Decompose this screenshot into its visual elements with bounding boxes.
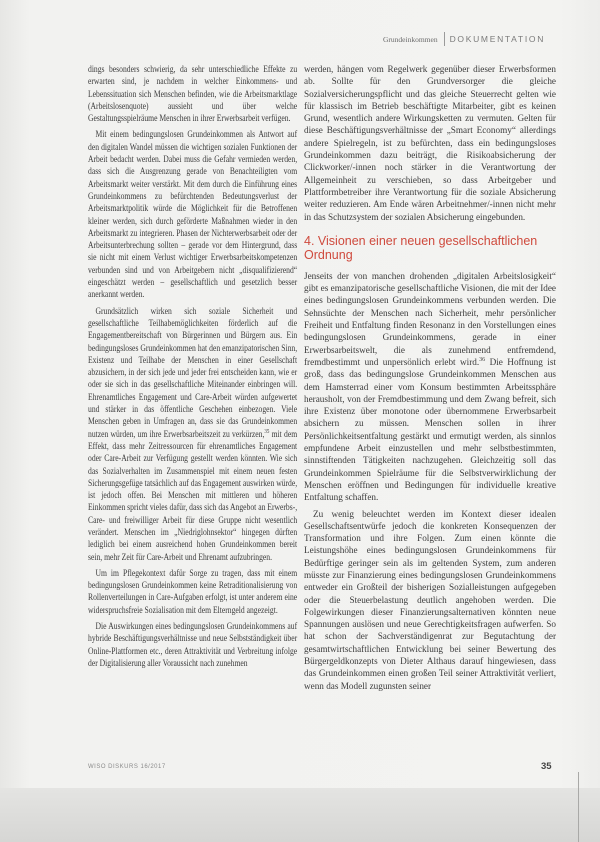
header-section-label: Grundeinkommen [383, 34, 438, 44]
right-text-column [304, 63, 556, 692]
paragraph-text: mit dem Effekt, dass mehr Zeitressourcen für ehrenamtliches Engagement oder Care-Arbeit zur Verfügung gestellt werden könnten. Wie sich das Sozialverhalten im Zusammenspiel mit einem neuen festen Sicherungsgefüge tatsächlich auf das Engagement auswirken würde, ist jedoch offen. Bei Menschen mit mittleren und höheren Einkommen spricht vieles dafür, dass sich das Angebot an Erwerbs-, Care- und freiwilliger Arbeit für diese Gruppe nicht wesentlich verändert. Menschen im „Niedriglohnsektor“ hingegen dürften lediglich bei einem ausreichend hohen Grundeinkommen bereit sein, mehr Zeit für Care-Arbeit und Ehrenamt aufzubringen. [88, 428, 298, 562]
running-header [383, 31, 555, 47]
left-text-column [88, 63, 297, 669]
page-number: 35 [541, 761, 552, 772]
section-heading: 4. Visionen einer neuen gesellschaftlichen Ordnung [304, 233, 538, 263]
footer-publication: WISO DISKURS 16/2017 [88, 764, 166, 770]
paragraph-text: Grundsätzlich wirken sich soziale Sicherheit und gesellschaftliche Teilhabemöglichkeiten förderlich auf die Engagementbereitschaft von Bürgerinnen und Bürgern aus. Ein bedingungsloses Grundeinkommen hat den emanzipatorischen Sinn, Existenz und Teilhabe der Menschen in einer Gesellschaft abzusichern, in der sich jede und jeder frei entscheiden kann, wie er oder sie sich in das gesellschaftliche Miteinander einbringen will. Ehrenamtliches Engagement und Care-Arbeit würden aufgewertet und stärker in das öffentliche Geschehen einbezogen. Viele Menschen geben in Umfragen an, dass sie das Grundeinkommen nutzen würden, um ihre Erwerbsarbeitszeit zu verkürzen, [88, 305, 298, 439]
left-paragraph-2: Mit einem bedingungslosen Grundeinkommen als Antwort auf den digitalen Wandel müssen die wichtigen sozialen Funktionen der Arbeit bedacht werden. Dabei muss die Gefahr vermieden werden, dass sich die Ausgrenzung gerade von Benachteiligten vom Arbeitsmarkt weiter verstärkt. Mit dem durch die Einführung eines Grundeinkommens zu befürchtenden Bedeutungsverlust der Arbeitsmarktpolitik würde die Möglichkeit für die Betroffenen kleiner werden, sich durch geförderte Maßnahmen wieder in den Arbeitsmarkt zu integrieren. Phasen der Nichterwerbsarbeit oder der Arbeitsunterbrechung sollten – gerade vor dem Hintergrund, dass sie nicht mit einem Verlust wichtiger Erwerbsarbeitskompetenzen verbunden sind und von Arbeitgebern nicht „disqualifizierend“ eingeschätzt werden – gesellschaftlich und gesetzlich besser anerkannt werden. [88, 129, 298, 300]
header-divider [444, 32, 445, 46]
left-paragraph-3 [88, 305, 297, 563]
footnote-marker: 36 [479, 356, 486, 363]
left-paragraph-1: dings besonders schwierig, da sehr unterschiedliche Effekte zu erwarten sind, je nachdem in welcher Einkommens- und Lebenssituation sich Menschen befinden, wie die Arbeitsmarktlage (Arbeitslosenquote) aussieht und über welche Gestaltungsspielräume Menschen in ihrer Erwerbsarbeit verfügen. [88, 64, 298, 124]
footnote-marker: 35 [264, 428, 270, 435]
right-paragraph-1: werden, hängen vom Regelwerk gegenüber dieser Erwerbsformen ab. Sollte für den Grundversorger die gleiche Sozialversicherungspflicht und das gleiche Steuerrecht gelten wie für klassisch im Betrieb beschäftigte Mitarbeiter, gibt es keinen Grund, wesentlich andere Wirkungsketten zu vermuten. Gelten für diese Beschäftigungsverhältnisse der „Smart Economy“ allerdings andere Spielregeln, ist zu befürchten, dass ein bedingungsloses Grundeinkommen dazu beiträgt, die Risikoabsicherung der Clickworker/-innen noch stärker in die Verantwortung der Allgemeinheit zu verschieben, so dass Arbeitgeber und Plattformbetreiber ihre Verantwortung für die soziale Absicherung weiter reduzieren. Am Ende wären Arbeitnehmer/-innen nicht mehr in das Schutzsystem der sozialen Absicherung eingebunden. [304, 64, 556, 222]
right-paragraph-2 [304, 270, 556, 504]
scan-shadow-band [0, 788, 600, 842]
left-paragraph-5: Die Auswirkungen eines bedingungslosen Grundeinkommens auf hybride Beschäftigungsverhältnisse und neue Selbstständigkeit über Online-Plattformen etc., deren Attraktivität und Verbreitung infolge der Digitalisierung aller Voraussicht nach zunehmen [88, 621, 298, 668]
left-paragraph-4: Um im Pflegekontext dafür Sorge zu tragen, dass mit einem bedingungslosen Grundeinkommen keine Retraditionalisierung von Rollenverteilungen in Care-Aufgaben erfolgt, ist unter anderem eine widerspruchsfreie Sozialisation mit dem Elterngeld angezeigt. [88, 567, 298, 615]
header-category-label: DOKUMENTATION [449, 34, 546, 44]
page-edge-line [578, 772, 579, 842]
paragraph-text: Die Hoffnung ist groß, dass das bedingungslose Grundeinkommen Menschen aus dem Hamsterrad einer vom Konsum bestimmten Arbeitssphäre herausholt, von der Fremdbestimmung und dem Zwang befreit, sich ihre Existenz über monotone oder übernommene Erwerbsarbeit absichern zu müssen. Menschen sollen in ihrer Persönlichkeitsentfaltung gestärkt und ermutigt werden, als sinnlos empfundene Arbeit einzustellen und mehr selbstbestimmten, sinnstiftenden Tätigkeiten nachzugehen. Gleichzeitig soll das Grundeinkommen Spielräume für die Selbstverwirklichung der Menschen eröffnen und Bedingungen für individuelle kreative Entfaltung schaffen. [304, 356, 556, 503]
right-paragraph-3: Zu wenig beleuchtet werden im Kontext dieser idealen Gesellschaftsentwürfe jedoch die konkreten Konsequenzen der Transformation und ihre Folgen. Zum einen könnte die Leistungshöhe eines bedingungslosen Grundeinkommens für Bedürftige geringer sein als im geltenden System, zum anderen müsste zur Finanzierung eines bedingungslosen Grundeinkommens entweder ein Großteil der bisherigen Sozialleistungen aufgegeben oder die Steuerbelastung deutlich angehoben werden. Die Folgewirkungen dieser Finanzierungsalternativen könnten neue Spannungen auslösen und neue Gerechtigkeitsfragen aufwerfen. So hat schon der Sachverständigenrat zur Begutachtung der gesamtwirtschaftlichen Entwicklung bei seiner Bewertung des Bürgergeldkonzepts von Dieter Althaus darauf hingewiesen, dass das Grundeinkommen einen großen Teil seiner Attraktivität verliert, wenn das Modell zugunsten seiner [304, 508, 556, 691]
paragraph-text: Jenseits der von manchen drohenden „digitalen Arbeitslosigkeit“ gibt es emanzipatorische gesellschaftliche Visionen, die mit der Idee eines bedingungslosen Grundeinkommens verbunden werden. Die Sehnsüchte der Menschen nach Sicherheit, mehr persönlicher Freiheit und Entfaltung finden Resonanz in den Vorstellungen eines bedingungslosen Grundeinkommens, gerade in einer Erwerbsarbeitswelt, die als zunehmend entfremdend, fremdbestimmt und unpersönlich erlebt wird. [304, 270, 556, 367]
